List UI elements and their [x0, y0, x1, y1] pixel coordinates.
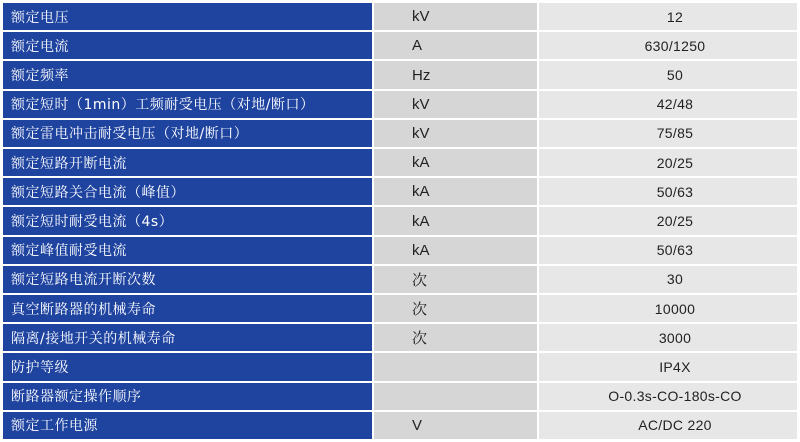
unit-cell: 次 [374, 266, 537, 293]
value-cell: 20/25 [539, 207, 797, 234]
unit-cell: kV [374, 120, 537, 147]
table-row [3, 295, 797, 324]
param-cell: 额定频率 [3, 61, 372, 88]
unit-cell: kA [374, 149, 537, 176]
value-cell: 75/85 [539, 120, 797, 147]
table-row [3, 207, 797, 236]
unit-cell: 次 [374, 295, 537, 322]
value-cell: IP4X [539, 353, 797, 380]
param-cell: 额定峰值耐受电流 [3, 237, 372, 264]
value-cell: AC/DC 220 [539, 412, 797, 439]
unit-cell: kA [374, 178, 537, 205]
value-cell: 630/1250 [539, 32, 797, 59]
param-cell: 额定短时（1min）工频耐受电压（对地/断口） [3, 91, 372, 118]
table-row [3, 353, 797, 382]
unit-cell: kA [374, 207, 537, 234]
table-row [3, 178, 797, 207]
value-cell: 12 [539, 3, 797, 30]
param-cell: 额定短路开断电流 [3, 149, 372, 176]
param-cell: 额定短路电流开断次数 [3, 266, 372, 293]
table-row [3, 3, 797, 32]
param-cell: 额定短时耐受电流（4s） [3, 207, 372, 234]
param-cell: 额定工作电源 [3, 412, 372, 439]
unit-cell [374, 383, 537, 410]
unit-cell: A [374, 32, 537, 59]
table-row [3, 91, 797, 120]
unit-cell: kA [374, 237, 537, 264]
table-row [3, 237, 797, 266]
value-cell: 10000 [539, 295, 797, 322]
value-cell: 42/48 [539, 91, 797, 118]
table-row [3, 266, 797, 295]
param-cell: 断路器额定操作顺序 [3, 383, 372, 410]
param-cell: 额定电压 [3, 3, 372, 30]
table-row [3, 32, 797, 61]
param-cell: 额定雷电冲击耐受电压（对地/断口） [3, 120, 372, 147]
unit-cell: V [374, 412, 537, 439]
param-cell: 防护等级 [3, 353, 372, 380]
param-cell: 额定短路关合电流（峰值） [3, 178, 372, 205]
table-row [3, 324, 797, 353]
spec-table [3, 3, 797, 439]
value-cell: 50/63 [539, 237, 797, 264]
value-cell: 30 [539, 266, 797, 293]
value-cell: 20/25 [539, 149, 797, 176]
table-row [3, 120, 797, 149]
param-cell: 真空断路器的机械寿命 [3, 295, 372, 322]
table-row [3, 149, 797, 178]
unit-cell [374, 353, 537, 380]
param-cell: 额定电流 [3, 32, 372, 59]
unit-cell: Hz [374, 61, 537, 88]
unit-cell: kV [374, 3, 537, 30]
table-row [3, 383, 797, 412]
table-row [3, 61, 797, 90]
value-cell: 50 [539, 61, 797, 88]
param-cell: 隔离/接地开关的机械寿命 [3, 324, 372, 351]
value-cell: 3000 [539, 324, 797, 351]
unit-cell: 次 [374, 324, 537, 351]
table-row [3, 412, 797, 439]
unit-cell: kV [374, 91, 537, 118]
value-cell: 50/63 [539, 178, 797, 205]
value-cell: O-0.3s-CO-180s-CO [539, 383, 797, 410]
